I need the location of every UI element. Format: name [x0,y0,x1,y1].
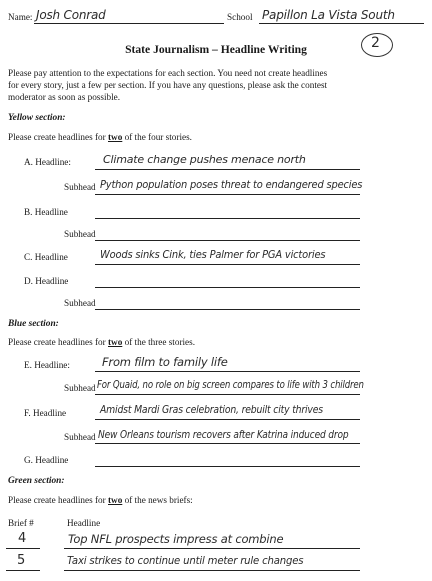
subhead-f-text[interactable]: New Orleans tourism recovers after Katrina induced drop [98,428,349,441]
yellow-section-heading: Yellow section: [8,113,66,123]
name-label: Name: [8,12,33,22]
name-underline [34,23,224,24]
subhead-d-line[interactable] [95,309,360,310]
school-underline [259,23,424,24]
subhead-b-line[interactable] [95,240,360,241]
headline-f-text[interactable]: Amidst Mardi Gras celebration, rebuilt city thrives [100,403,323,416]
headline-b-line[interactable] [95,218,360,219]
brief-number-2-line [6,570,40,571]
subhead-a-line [95,194,360,195]
subhead-b-label: Subhead [64,229,96,239]
page-number: 2 [371,35,380,51]
page-title: State Journalism – Headline Writing [125,43,307,56]
headline-d-label: D. Headline [24,276,69,286]
headline-f-line [95,419,360,420]
green-section-heading: Green section: [8,476,65,486]
brief-headline-1[interactable]: Top NFL prospects impress at combine [68,532,284,546]
brief-number-1[interactable]: 4 [18,531,27,546]
headline-g-label: G. Headline [24,455,69,465]
instructions-line-3: moderator as soon as possible. [8,92,121,102]
subhead-e-line [95,394,360,395]
headline-c-line [95,264,360,265]
subhead-a-text[interactable]: Python population poses threat to endangered species [100,178,363,191]
headline-e-line [95,371,360,372]
yellow-instruction: Please create headlines for two of the four stories. [8,132,192,142]
headline-c-label: C. Headline [24,252,68,262]
brief-number-2[interactable]: 5 [17,553,26,568]
school-label: School [227,12,253,22]
headline-column-label: Headline [67,518,101,528]
brief-number-1-line [6,548,40,549]
brief-headline-1-line [64,548,360,549]
instructions-line-1: Please pay attention to the expectations for each section. You need not create headlines [8,68,328,78]
instructions-line-2: for every story, just a few per section. If you have any questions, please ask the contest [8,80,328,90]
subhead-f-line [95,443,360,444]
headline-d-line[interactable] [95,287,360,288]
name-value[interactable]: Josh Conrad [36,8,106,22]
subhead-e-text[interactable]: For Quaid, no role on big screen compares to life with 3 children [97,379,364,391]
subhead-f-label: Subhead [64,432,96,442]
brief-column-label: Brief # [8,518,34,528]
subhead-e-label: Subhead [64,383,96,393]
brief-headline-2[interactable]: Taxi strikes to continue until meter rule changes [67,554,304,567]
subhead-d-label: Subhead [64,298,96,308]
headline-e-label: E. Headline: [24,360,70,370]
school-value[interactable]: Papillon La Vista South [262,8,395,22]
green-instruction: Please create headlines for two of the news briefs: [8,495,193,505]
subhead-a-label: Subhead [64,182,96,192]
headline-a-line [95,169,360,170]
headline-b-label: B. Headline [24,207,68,217]
headline-f-label: F. Headline [24,408,67,418]
blue-section-heading: Blue section: [8,319,59,329]
headline-e-text[interactable]: From film to family life [102,355,228,369]
headline-c-text[interactable]: Woods sinks Cink, ties Palmer for PGA victories [100,248,326,261]
brief-headline-2-line [64,570,360,571]
blue-instruction: Please create headlines for two of the three stories. [8,337,196,347]
headline-a-label: A. Headline: [24,157,71,167]
headline-g-line[interactable] [95,466,360,467]
headline-a-text[interactable]: Climate change pushes menace north [103,153,306,166]
